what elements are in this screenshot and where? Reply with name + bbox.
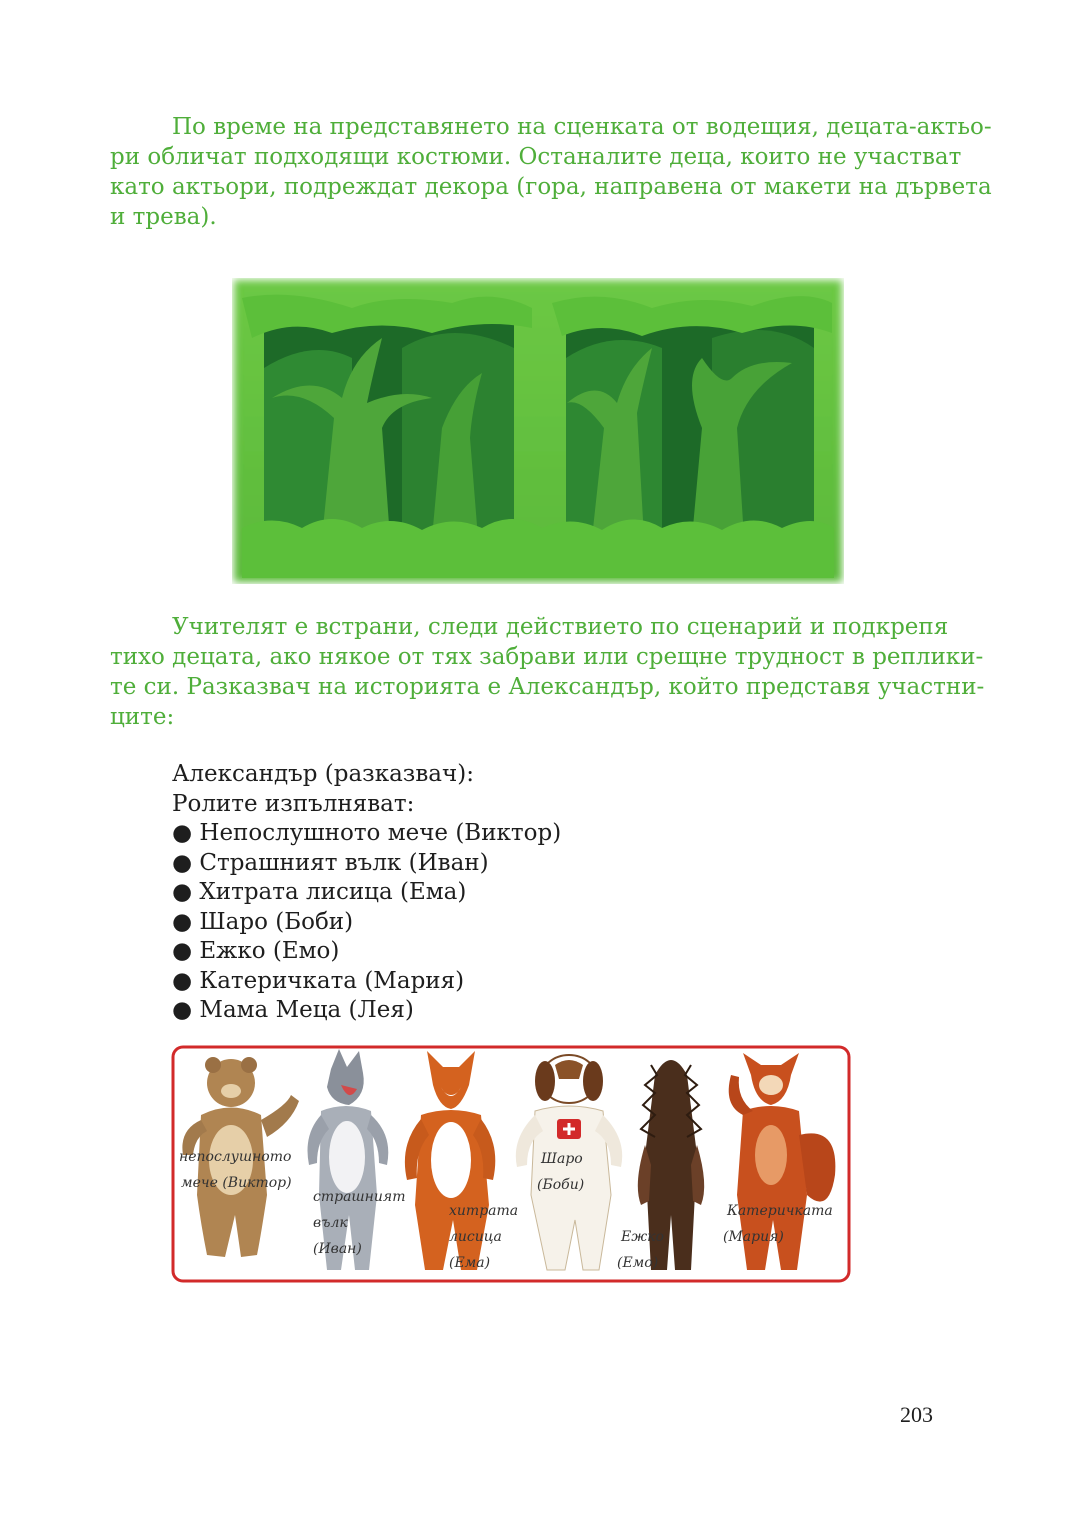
role-label: Страшният вълк (Иван)	[199, 849, 489, 876]
label-squirrel-line1: Катеричката	[727, 1203, 833, 1219]
label-bear-line1: непослушното	[179, 1149, 292, 1165]
role-label: Шаро (Боби)	[199, 908, 354, 935]
label-squirrel-line2: (Мария)	[723, 1229, 784, 1245]
role-item	[172, 937, 561, 967]
role-label: Катеричката (Мария)	[199, 967, 465, 994]
bullet: ●	[172, 938, 193, 964]
role-item	[172, 819, 561, 849]
paragraph-line: По време на представянето на сценката от водещия, децата-актьо-	[172, 114, 992, 140]
bullet: ●	[172, 908, 193, 935]
paragraph-line: Учителят е встрани, следи действието по сценарий и подкрепя	[172, 614, 949, 640]
bullet: ●	[172, 967, 193, 994]
label-hedgehog-line2: (Емо)	[617, 1255, 659, 1271]
paragraph-line: и трева).	[110, 204, 217, 230]
label-wolf-line3: (Иван)	[313, 1241, 362, 1257]
role-label: Мама Меца (Лея)	[199, 997, 414, 1023]
label-dog-line2: (Боби)	[537, 1177, 585, 1193]
label-hedgehog-line1: Ежко	[621, 1229, 664, 1245]
page-number: 203	[900, 1402, 933, 1427]
paragraph-line: тихо децата, ако някое от тях забрави или срещне трудност в реплики-	[110, 644, 984, 670]
paragraph-line: ците:	[110, 704, 175, 730]
role-label: Непослушното мече (Виктор)	[199, 820, 562, 846]
role-label: Хитрата лисица (Ема)	[199, 879, 467, 905]
label-wolf-line2: вълк	[313, 1215, 348, 1231]
role-item	[172, 878, 561, 908]
label-dog-line1: Шаро	[541, 1151, 583, 1167]
teacher-paragraph	[110, 612, 985, 732]
label-fox-line3: (Ема)	[449, 1255, 491, 1271]
bullet: ●	[172, 997, 193, 1023]
role-item	[172, 849, 561, 879]
role-item	[172, 996, 561, 1026]
cast-list	[172, 760, 561, 1026]
bullet: ●	[172, 820, 193, 846]
bullet: ●	[172, 849, 193, 876]
paragraph-line: те си. Разказвач на историята е Александър, който представя участни-	[110, 674, 985, 700]
role-item	[172, 908, 561, 938]
label-bear-line2: мече (Виктор)	[181, 1175, 292, 1191]
forest-scenery-image	[232, 278, 844, 584]
role-item	[172, 967, 561, 997]
costumes-image	[171, 1045, 851, 1283]
intro-paragraph	[110, 112, 992, 232]
bullet: ●	[172, 879, 193, 905]
label-fox-line1: хитрата	[449, 1203, 519, 1219]
roles-heading: Ролите изпълняват:	[172, 790, 415, 817]
role-label: Ежко (Емо)	[199, 938, 340, 964]
label-wolf-line1: страшният	[313, 1189, 406, 1205]
paragraph-line: ри обличат подходящи костюми. Останалите деца, които не участват	[110, 144, 962, 170]
paragraph-line: като актьори, подреждат декора (гора, направена от макети на дървета	[110, 174, 992, 200]
narrator-line: Александър (разказвач):	[172, 761, 474, 787]
label-fox-line2: лисица	[449, 1229, 502, 1245]
